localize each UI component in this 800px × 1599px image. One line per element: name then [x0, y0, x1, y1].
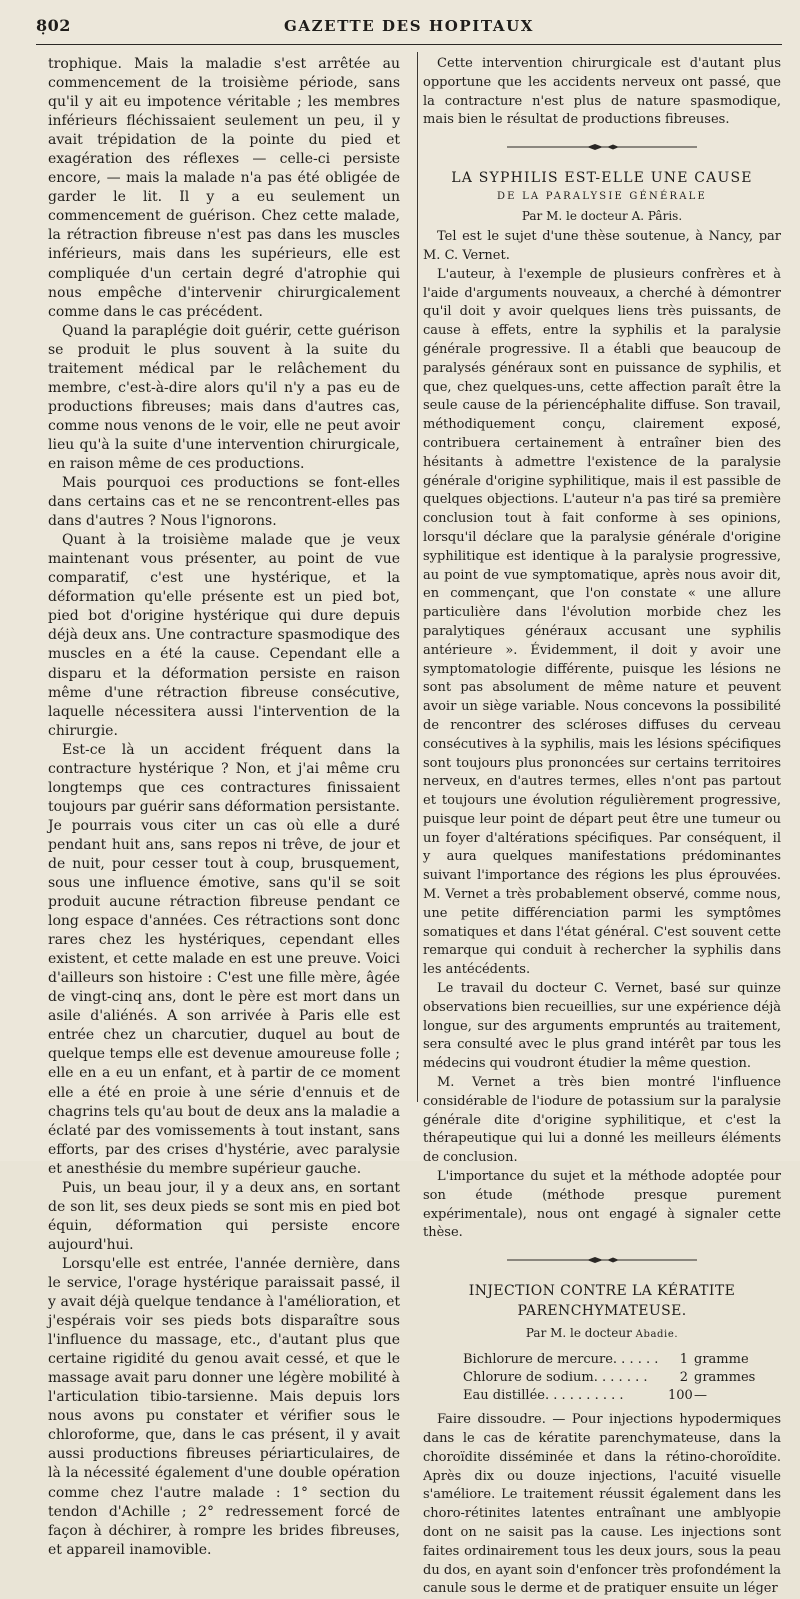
left-paragraph: Puis, un beau jour, il y a deux ans, en sortant de son lit, ses deux pieds se sont mis en pied bot équin, déformation qui persiste encore aujourd'hui.	[48, 1179, 400, 1253]
ingredient-name: Bichlorure de mercure. . . . . .	[463, 1352, 659, 1368]
column-divider	[417, 52, 418, 1102]
article-paragraph: Le travail du docteur C. Vernet, basé sur quinze observations bien recueillies, sur une expérience déjà longue, sur des arguments empruntés au traitement, sera consulté avec le plus grand intérêt par tous les médecins qui voudront étudier la même question.	[423, 981, 781, 1072]
left-paragraph: Lorsqu'elle est entrée, l'année dernière, dans le service, l'orage hystérique paraissait passé, il y avait déjà quelque tendance à l'amélioration, et j'espérais voir ses pieds bots disparaître sous l'influence du massage, etc., d'autant plus que certaine rigidité du genou avait cessé, et que le massage avait paru donner une légère mobilité à l'articulation tibio-tarsienne. Mais depuis lors nous avons pu constater et vérifier sous le chloroforme, que, dans le cas présent, il y avait aussi productions fibreuses périarticulaires, de là la nécessité également d'une double opération comme chez l'autre malade : 1° section du tendon d'Achille ; 2° redressement forcé de façon à déchirer, à rompre les brides fibreuses, et appareil inamovible.	[48, 1255, 400, 1558]
header-rule	[36, 44, 782, 45]
prescription-row	[463, 1369, 763, 1387]
article-paragraph: Faire dissoudre. — Pour injections hypodermiques dans le cas de kératite parenchymateuse, dans la choroïdite disséminée et dans la rétino-choroïdite. Après dix ou douze injections, l'acuité visuelle s'améliore. Le traitement réussit également dans les choro-rétinites latentes entraînant une amblyopie dont on ne saisit pas la cause. Les injections sont faites ordinairement tous les deux jours, sous la peau du dos, en ayant soin d'enfoncer très profondément la canule sous le derme et de pratiquer ensuite un léger	[423, 1412, 781, 1597]
section-ornament-divider	[423, 1253, 781, 1267]
ingredient-quantity: 2	[679, 1370, 688, 1386]
article-paragraph: M. Vernet a très bien montré l'influence considérable de l'iodure de potassium sur la paralysie générale dite d'origine syphilitique, et c'est la thérapeutique qui lui a donné les meilleurs éléments de conclusion.	[423, 1075, 781, 1166]
ornament-rule-icon	[507, 1255, 697, 1265]
article-title: INJECTION CONTRE LA KÉRATITE PARENCHYMATEUSE.	[468, 1283, 736, 1320]
prescription-row	[463, 1387, 763, 1405]
ingredient-name: Chlorure de sodium. . . . . . .	[463, 1370, 648, 1386]
ingredient-unit: grammes	[694, 1370, 756, 1386]
byline-author: Abadie.	[635, 1329, 679, 1341]
ingredient-quantity: 100	[668, 1388, 693, 1404]
ingredient-quantity: 1	[679, 1352, 688, 1368]
left-paragraph: Quand la paraplégie doit guérir, cette guérison se produit le plus souvent à la suite du traitement médical par le relâchement du membre, c'est-à-dire alors qu'il n'y a pas eu de productions fibreuses; mais dans d'autres cas, comme nous venons de le voir, elle ne peut avoir lieu qu'à la suite d'une intervention chirurgicale, en raison même de ces productions.	[48, 322, 400, 472]
ingredient-name: Eau distillée. . . . . . . . . .	[463, 1388, 624, 1404]
left-paragraph: Est-ce là un accident fréquent dans la contracture hystérique ? Non, et j'ai même cru longtemps que ces contractures finissaient toujours par guérir sans déformation persistante. Je pourrais vous citer un cas où elle a duré pendant huit ans, sans repos ni trêve, de jour et de nuit, pour cesser tout à coup, brusquement, sous une influence émotive, sans qu'il se soit produit aucune rétraction fibreuse pendant ce long espace d'années. Ces rétractions sont donc rares chez les hystériques, cependant elles existent, et cette malade en est une preuve. Voici d'ailleurs son histoire : C'est une fille mère, âgée de vingt-cinq ans, dont le père est mort dans un asile d'aliénés. A son arrivée à Paris elle est entrée chez un charcutier, duquel au bout de quelque temps elle est devenue amoureuse folle ; elle en a eu un enfant, et à partir de ce moment elle a été en proie à une série d'ennuis et de chagrins tels qu'au bout de deux ans la maladie a éclaté par des vomissements à tout instant, sans efforts, par des crises d'hystérie, avec paralysie et anesthésie du membre supérieur gauche.	[48, 741, 400, 1177]
ingredient-unit: —	[694, 1388, 707, 1404]
page-header	[36, 16, 782, 40]
article-byline: Par M. le docteur A. Pâris.	[521, 209, 683, 224]
article-paragraph: Tel est le sujet d'une thèse soutenue, à Nancy, par M. C. Vernet.	[423, 229, 781, 263]
page-number: 8̣02	[36, 16, 71, 35]
left-paragraph: Quant à la troisième malade que je veux maintenant vous présenter, au point de vue comparatif, c'est une hystérique, et la déformation qu'elle présente est un pied bot, pied bot d'origine hystérique qui dure depuis déjà deux ans. Une contracture spasmodique des muscles en a été la cause. Cependant elle a disparu et la déformation persiste en raison même d'une rétraction fibreuse consécutive, laquelle nécessitera aussi l'intervention de la chirurgie.	[48, 532, 400, 739]
ingredient-unit: gramme	[694, 1352, 749, 1368]
right-column	[423, 55, 781, 1599]
ornament-rule-icon	[507, 142, 697, 152]
section-ornament-divider	[423, 140, 781, 154]
left-column	[48, 55, 400, 1560]
journal-title: GAZETTE DES HOPITAUX	[283, 17, 534, 35]
article-paragraph: L'auteur, à l'exemple de plusieurs confrères et à l'aide d'arguments nouveaux, a cherché à démontrer qu'il doit y avoir quelques liens très puissants, de cause à effets, entre la syphilis et la paralysie générale progressive. Il a établi que beaucoup de paralysés généraux sont en puissance de syphilis, et que, chez quelques-uns, cette affection paraît être la seule cause de la périencéphalite diffuse. Son travail, méthodiquement conçu, clairement exposé, contribuera certainement à entraîner bien des hésitants à admettre l'existence de la paralysie générale d'origine syphilitique, mais il est passible de quelques objections. L'auteur n'a pas tiré sa première conclusion tout à fait conforme à ses opinions, lorsqu'il déclare que la paralysie générale d'origine syphilitique est identique à la paralysie progressive, au point de vue symptomatique, après nous avoir dit, en commençant, que l'on constate « une allure particulière dans l'évolution morbide chez les paralytiques généraux accusant une syphilis antérieure ». Évidemment, il doit y avoir une symptomatologie différente, puisque les lésions ne sont pas absolument de même nature et peuvent avoir un siège variable. Nous concevons la possibilité de rencontrer des scléroses diffuses du cerveau consécutives à la syphilis, mais les lésions spécifiques sont toujours plus prononcées sur certains territoires nerveux, en d'autres termes, elles n'ont pas partout et toujours une évolution régulièrement progressive, puisque leur point de départ peut être une tumeur ou un foyer d'altérations spécifiques. Par conséquent, il y aura quelques manifestations prédominantes suivant l'importance des régions les plus éprouvées. M. Vernet a très probablement observé, comme nous, une petite différenciation parmi les symptômes somatiques et dans l'état général. C'est souvent cette remarque qui conduit à rechercher la syphilis dans les antécédents.	[423, 266, 781, 978]
article-subtitle: DE LA PARALYSIE GÉNÉRALE	[496, 191, 708, 203]
article-paragraph: L'importance du sujet et la méthode adoptée pour son étude (méthode presque purement expérimentale), nous ont engagé à signaler cette thèse.	[423, 1169, 781, 1241]
article-byline	[423, 1323, 781, 1345]
intro-paragraph: Cette intervention chirurgicale est d'autant plus opportune que les accidents nerveux ont passé, que la contracture n'est plus de nature spasmodique, mais bien le résultat de productions fibreuses.	[423, 56, 781, 128]
article-title: LA SYPHILIS EST-ELLE UNE CAUSE	[451, 170, 753, 187]
left-paragraph: trophique. Mais la maladie s'est arrêtée au commencement de la troisième période, sans qu'il y ait eu impotence véritable ; les membres inférieurs fléchissaient seulement un peu, il y avait trépidation de la pointe du pied et exagération des réflexes — celle-ci persiste encore, — mais la malade n'a pas été obligée de garder le lit. Il y a eu seulement un commencement de guérison. Chez cette malade, la rétraction fibreuse n'est pas dans les muscles inférieurs, mais dans les supérieurs, elle est compliquée d'un certain degré d'atrophie qui nous empêche d'intervenir chirurgicalement comme dans le cas précédent.	[48, 56, 400, 320]
prescription-list	[463, 1351, 763, 1405]
left-paragraph: Mais pourquoi ces productions se font-elles dans certains cas et ne se rencontrent-elles pas dans d'autres ? Nous l'ignorons.	[48, 475, 400, 530]
byline-prefix: Par M. le docteur	[525, 1326, 632, 1341]
prescription-row	[463, 1351, 763, 1369]
